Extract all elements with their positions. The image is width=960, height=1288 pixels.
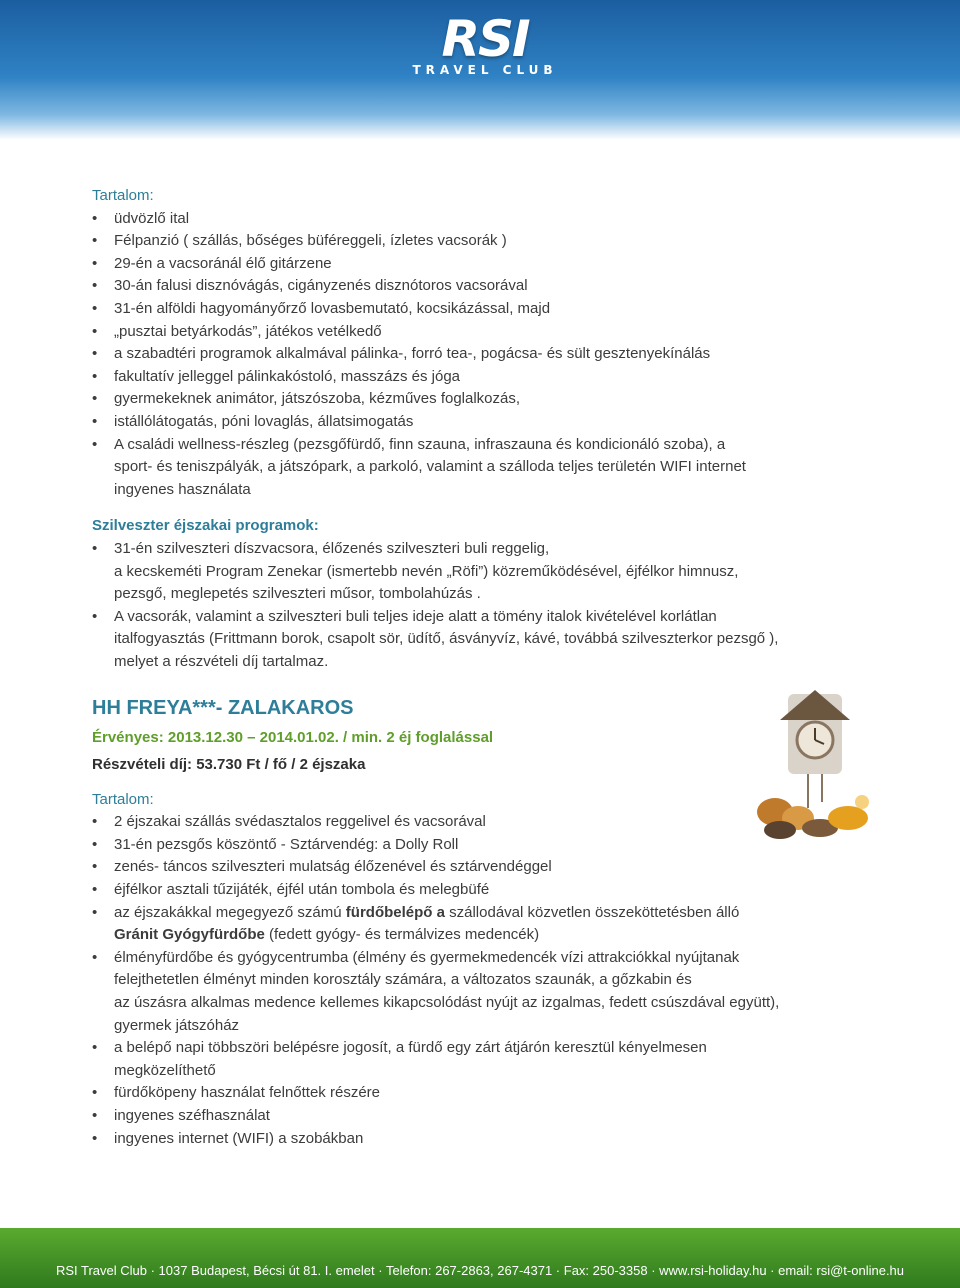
section3-list	[92, 811, 892, 1150]
section1-item-line: ingyenes használata	[114, 480, 251, 498]
section2-item-line: italfogyasztás (Frittmann borok, csapolt sör, üdítő, ásványvíz, kávé, továbbá szilveszterkor pezsgő ),	[114, 630, 779, 648]
section1-item	[92, 208, 892, 231]
section3-item	[92, 992, 892, 1015]
section2-item	[92, 606, 892, 674]
header-band	[0, 0, 960, 140]
section3-title: Tartalom:	[92, 790, 154, 808]
rsi-logo	[385, 12, 585, 82]
section1-item-line: • a szabadtéri programok alkalmával pálinka-, forró tea-, pogácsa- és sült gesztenyekínálás	[114, 345, 711, 363]
section3-item-text: (fedett gyógy- és termálvizes medencék)	[264, 926, 540, 944]
cuckoo-clock-and-spices-image	[750, 690, 880, 840]
section1-item-line: • fakultatív jelleggel pálinkakóstoló, masszázs és jóga	[114, 367, 461, 385]
section2-item-line: pezsgő, meglepetés szilveszteri műsor, tombolahúzás .	[114, 585, 481, 603]
section1-item-line: • Félpanzió ( szállás, bőséges büféreggeli, ízletes vacsorák )	[114, 232, 507, 250]
section3-item-text: felejthetetlen élményt minden korosztály számára, a változatos szaunák, a gőzkabin és	[114, 971, 692, 989]
section3-item-text: fürdőköpeny használat felnőttek részére	[114, 1084, 380, 1102]
logo-sub-text: TRAVEL CLUB	[412, 63, 558, 77]
section3-item-text: zenés- táncos szilveszteri mulatság élőzenével és sztárvendéggel	[114, 858, 552, 876]
section3-item-bold-text: fürdőbelépő a	[345, 903, 445, 921]
section1-item-line: • 31-én alföldi hagyományőrző lovasbemutató, kocsikázással, majd	[114, 299, 551, 317]
section1-item	[92, 298, 892, 321]
section1-item	[92, 343, 892, 366]
section1-item	[92, 366, 892, 389]
section1-item-line: • istállólátogatás, póni lovaglás, állatsimogatás	[114, 412, 414, 430]
section1-item-line: • „pusztai betyárkodás”, játékos vetélkedő	[114, 322, 382, 340]
section3-item-text: ingyenes széfhasználat	[114, 1106, 270, 1124]
section3-item	[92, 902, 892, 925]
section1-item-line: • A családi wellness-részleg (pezsgőfürdő, finn szauna, infraszauna és kondicionáló szoba), a	[114, 435, 726, 453]
section1-title: Tartalom:	[92, 187, 154, 204]
section1-item	[92, 230, 892, 253]
section3-item	[92, 879, 892, 902]
price: Részvételi díj: 53.730 Ft / fő / 2 éjszaka	[92, 756, 366, 774]
section1-item	[92, 275, 892, 298]
section3-item-text: ingyenes internet (WIFI) a szobákban	[114, 1129, 364, 1147]
section3-item-text: 2 éjszakai szállás svédasztalos reggelivel és vacsorával	[114, 813, 486, 831]
logo-main-text: RSI	[441, 10, 529, 68]
section2-item-line: melyet a részvételi díj tartalmaz.	[114, 652, 329, 670]
section3-item-text: gyermek játszóház	[114, 1016, 240, 1034]
section3-item-text: éjfélkor asztali tűzijáték, éjfél után tombola és melegbüfé	[114, 881, 490, 899]
section1-item	[92, 411, 892, 434]
section3-item-text: 31-én pezsgős köszöntő - Sztárvendég: a Dolly Roll	[114, 835, 459, 853]
section1-item	[92, 253, 892, 276]
section3-item-bold-text: Gránit Gyógyfürdőbe	[114, 926, 265, 944]
section3-item-text: élményfürdőbe és gyógycentrumba (élmény és gyermekmedencék vízi attrakciókkal nyújtanak	[114, 948, 740, 966]
validity-dates: Érvényes: 2013.12.30 – 2014.01.02. / min. 2 éj foglalással	[92, 729, 494, 747]
footer-band	[0, 1228, 960, 1288]
main-content	[92, 185, 892, 1150]
section3-item	[92, 1037, 892, 1060]
section1-item-line: • 29-én a vacsoránál élő gitárzene	[114, 254, 332, 272]
section2-item-line: • A vacsorák, valamint a szilveszteri buli teljes ideje alatt a tömény italok kivételével korlátlan	[114, 607, 717, 625]
section2-list	[92, 538, 892, 674]
section1-item-line: • üdvözlő ital	[114, 209, 190, 227]
section3-item-text: szállodával közvetlen összeköttetésben álló	[444, 903, 740, 921]
section2-item	[92, 538, 892, 606]
section3-item	[92, 1015, 892, 1038]
footer-contact: RSI Travel Club · 1037 Budapest, Bécsi út 81. I. emelet · Telefon: 267-2863, 267-4371 · Fax: 250-3358 · www.rsi-holiday.hu · email: rsi@t-online.hu	[55, 1263, 905, 1278]
section3-item-text: az úszásra alkalmas medence kellemes kikapcsolódást nyújt az izgalmas, fedett csúszdával együtt),	[114, 994, 780, 1011]
section3-item-text: megközelíthető	[114, 1061, 216, 1079]
section3-item	[92, 1105, 892, 1128]
section3-item	[92, 947, 892, 970]
section1-item-line: • gyermekeknek animátor, játszószoba, kézműves foglalkozás,	[114, 390, 521, 408]
section1-list	[92, 208, 892, 502]
section2-title: Szilveszter éjszakai programok:	[92, 517, 319, 535]
section2-item-line: • 31-én szilveszteri díszvacsora, élőzenés szilveszteri buli reggelig,	[114, 539, 550, 557]
section2-item-line: a kecskeméti Program Zenekar (ismertebb nevén „Röfi”) közreműködésével, éjfélkor himnusz,	[114, 562, 739, 580]
section3-item-text: a belépő napi többszöri belépésre jogosít, a fürdő egy zárt átjárón keresztül kényelmesen	[114, 1039, 707, 1057]
section1-item	[92, 388, 892, 411]
section1-item-line: • 30-án falusi disznóvágás, cigányzenés disznótoros vacsorával	[114, 277, 528, 295]
section3-item	[92, 969, 892, 992]
section3-item	[92, 1060, 892, 1083]
section1-item-line: sport- és teniszpályák, a játszópark, a parkoló, valamint a szálloda teljes területén WIFI internet	[114, 458, 746, 476]
section1-item	[92, 434, 892, 502]
section3-item	[92, 856, 892, 879]
hotel-name: HH FREYA***- ZALAKAROS	[92, 697, 354, 720]
section3-item	[92, 1128, 892, 1151]
section3-item-text: az éjszakákkal megegyező számú	[114, 903, 346, 921]
section3-item	[92, 1082, 892, 1105]
section1-item	[92, 321, 892, 344]
section3-item	[92, 924, 892, 947]
